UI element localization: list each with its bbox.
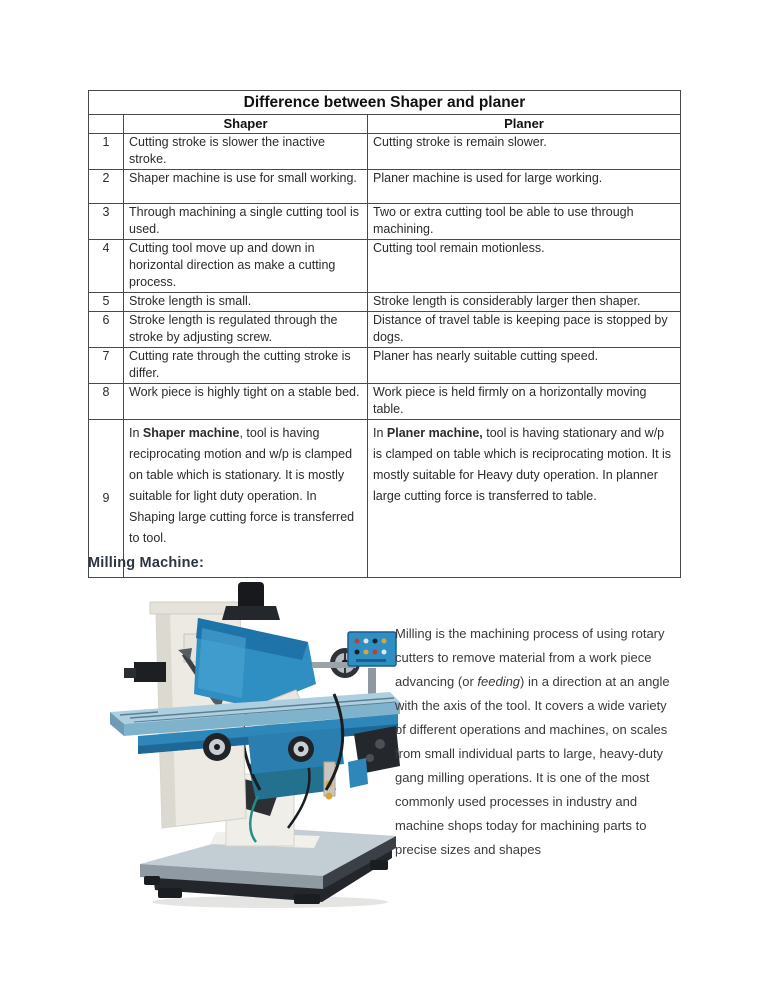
milling-machine-image bbox=[98, 576, 416, 910]
shaper-cell: Work piece is highly tight on a stable bed. bbox=[124, 384, 368, 420]
table-row bbox=[89, 384, 681, 420]
planer-cell: Stroke length is considerably larger then shaper. bbox=[368, 293, 681, 312]
text-segment: ) in a direction at an angle with the axis of the tool. It covers a wide variety of different operations and machines, on scales from small individual parts to large, heavy-duty gang milling operations. It is one of the most commonly used processes in industry and machine shops today for machining parts to precise sizes and shapes bbox=[395, 674, 670, 857]
shaper-cell: Cutting tool move up and down in horizontal direction as make a cutting process. bbox=[124, 240, 368, 293]
table-title: Difference between Shaper and planer bbox=[89, 91, 681, 115]
text-segment: In bbox=[373, 426, 387, 440]
milling-machine-illustration bbox=[98, 576, 416, 910]
row-number: 4 bbox=[89, 240, 124, 293]
shaper-cell: Stroke length is regulated through the stroke by adjusting screw. bbox=[124, 312, 368, 348]
planer-cell: Cutting tool remain motionless. bbox=[368, 240, 681, 293]
row-number: 3 bbox=[89, 204, 124, 240]
text-segment: , tool is having reciprocating motion and w/p is clamped on table which is stationary. It is mostly suitable for light duty operation. In Shaping large cutting force is transferred to tool. bbox=[129, 426, 355, 545]
row-number: 5 bbox=[89, 293, 124, 312]
row-number: 9 bbox=[89, 420, 124, 578]
planer-cell: Planer machine is used for large working. bbox=[368, 170, 681, 204]
planer-cell: Planer has nearly suitable cutting speed. bbox=[368, 348, 681, 384]
text-segment: Milling is the machining process of using rotary cutters to remove material from a work piece advancing (or bbox=[395, 626, 665, 689]
header-num-blank bbox=[89, 115, 124, 134]
table-row bbox=[89, 348, 681, 384]
text-segment: tool is having stationary and w/p is clamped on table which is reciprocating motion. It is mostly suitable for Heavy duty operation. In planner large cutting force is transferred to table. bbox=[373, 426, 672, 503]
row-number: 7 bbox=[89, 348, 124, 384]
table-row bbox=[89, 420, 681, 578]
row-number: 6 bbox=[89, 312, 124, 348]
planer-cell: Distance of travel table is keeping pace is stopped by dogs. bbox=[368, 312, 681, 348]
row-number: 1 bbox=[89, 134, 124, 170]
italic-text-segment: feeding bbox=[477, 674, 521, 689]
milling-paragraph bbox=[395, 622, 681, 862]
table-row bbox=[89, 170, 681, 204]
table-row bbox=[89, 204, 681, 240]
table-row bbox=[89, 240, 681, 293]
milling-section-heading: Milling Machine: bbox=[88, 555, 204, 571]
shaper-cell: Stroke length is small. bbox=[124, 293, 368, 312]
text-segment: In bbox=[129, 426, 143, 440]
bold-text-segment: Planer machine, bbox=[386, 426, 483, 440]
planer-cell: Cutting stroke is remain slower. bbox=[368, 134, 681, 170]
planer-cell bbox=[368, 420, 681, 578]
table-row bbox=[89, 293, 681, 312]
table-header-row bbox=[89, 115, 681, 134]
planer-cell: Two or extra cutting tool be able to use through machining. bbox=[368, 204, 681, 240]
comparison-table bbox=[88, 90, 681, 578]
table-title-row bbox=[89, 91, 681, 115]
shaper-cell: Cutting stroke is slower the inactive stroke. bbox=[124, 134, 368, 170]
shaper-cell: Shaper machine is use for small working. bbox=[124, 170, 368, 204]
planer-cell: Work piece is held firmly on a horizontally moving table. bbox=[368, 384, 681, 420]
row-number: 8 bbox=[89, 384, 124, 420]
shaper-cell: Cutting rate through the cutting stroke is differ. bbox=[124, 348, 368, 384]
bold-text-segment: Shaper machine bbox=[142, 426, 240, 440]
table-row bbox=[89, 134, 681, 170]
row-number: 2 bbox=[89, 170, 124, 204]
shaper-cell: Through machining a single cutting tool is used. bbox=[124, 204, 368, 240]
column-header-planer: Planer bbox=[368, 115, 681, 134]
table-row bbox=[89, 312, 681, 348]
column-header-shaper: Shaper bbox=[124, 115, 368, 134]
shaper-cell bbox=[124, 420, 368, 578]
